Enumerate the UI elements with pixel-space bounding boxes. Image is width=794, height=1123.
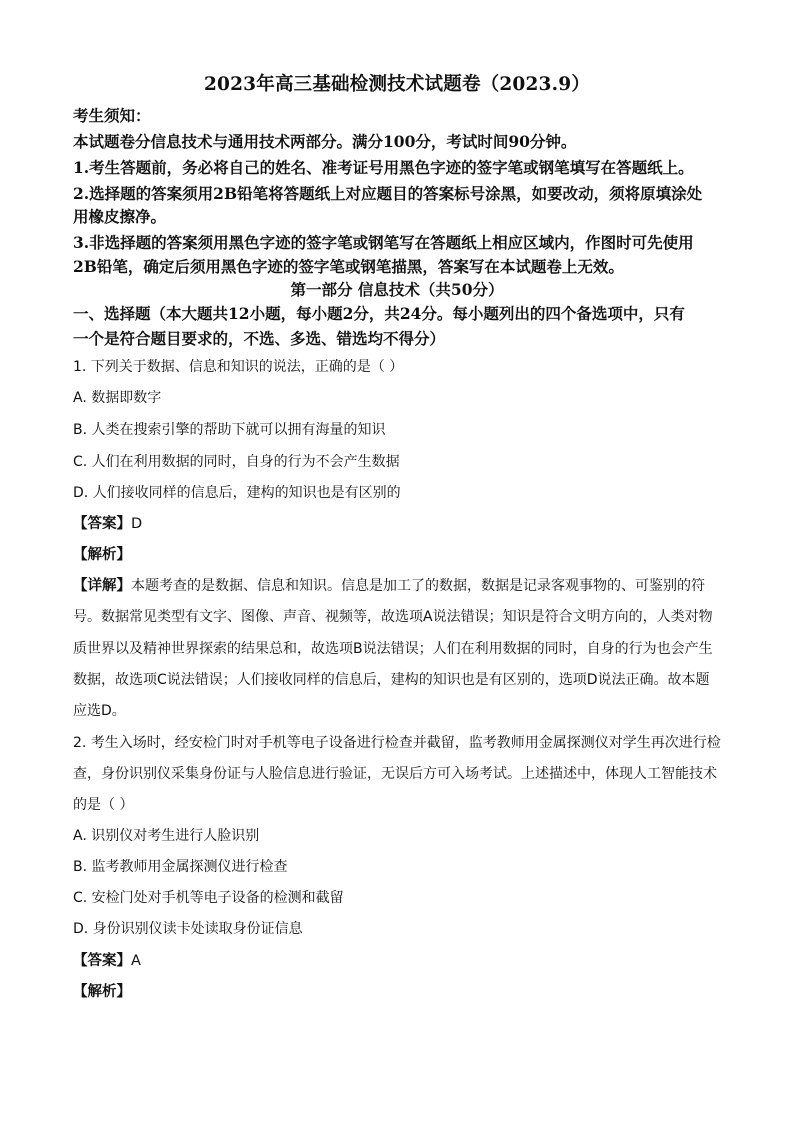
question-2-stem: 2. 考生入场时，经安检门时对手机等电子设备进行检查并截留，监考教师用金属探测仪对学生再次进行检 xyxy=(73,735,721,751)
question-1-option-d: D. 人们接收同样的信息后，建构的知识也是有区别的 xyxy=(73,485,401,501)
question-1-detail-line: 应选D。 xyxy=(73,703,126,719)
question-2-option-c: C. 安检门处对手机等电子设备的检测和截留 xyxy=(73,890,344,906)
question-2-option-d: D. 身份识别仪读卡处读取身份证信息 xyxy=(73,921,303,937)
answer-value: D xyxy=(131,516,143,532)
question-1-detail-line: 质世界以及精神世界探索的结果总和，故选项B说法错误；人们在利用数据的同时，自身的行为也会产生 xyxy=(73,641,713,657)
notice-line: 2B铅笔，确定后须用黑色字迹的签字笔或钢笔描黑，答案写在本试题卷上无效。 xyxy=(73,257,624,276)
exam-title: 2023年高三基础检测技术试题卷（2023.9） xyxy=(203,74,591,95)
question-1-option-b: B. 人类在搜索引擎的帮助下就可以拥有海量的知识 xyxy=(73,422,386,438)
section-heading: 一个是符合题目要求的，不选、多选、错选均不得分） xyxy=(73,329,446,348)
answer-tag: 【答案】 xyxy=(73,516,131,532)
question-1-detail xyxy=(73,574,722,595)
question-2-analysis-tag: 【解析】 xyxy=(73,984,131,1000)
question-2-answer xyxy=(73,949,722,970)
question-1-detail-line: 数据，故选项C说法错误；人们接收同样的信息后，建构的知识也是有区别的，选项D说法正确。故本题 xyxy=(73,672,710,688)
question-2-stem: 的是（ ） xyxy=(73,797,134,813)
question-1-option-c: C. 人们在利用数据的同时，自身的行为不会产生数据 xyxy=(73,454,400,470)
question-2-option-a: A. 识别仪对考生进行人脸识别 xyxy=(73,828,260,844)
section-heading: 一、选择题（本大题共12小题，每小题2分，共24分。每小题列出的四个备选项中，只有 xyxy=(73,304,685,323)
question-2-stem: 查，身份识别仪采集身份证与人脸信息进行验证，无误后方可入场考试。上述描述中，体现人工智能技术 xyxy=(73,766,717,782)
question-1-detail-line: 号。数据常见类型有文字、图像、声音、视频等，故选项A说法错误；知识是符合文明方向的，人类对物 xyxy=(73,609,713,625)
question-1-option-a: A. 数据即数字 xyxy=(73,390,162,406)
question-1-stem: 1. 下列关于数据、信息和知识的说法，正确的是（ ） xyxy=(73,359,404,375)
question-1-answer xyxy=(73,512,722,533)
notice-line: 3.非选择题的答案须用黑色字迹的签字笔或钢笔写在答题纸上相应区域内，作图时可先使用 xyxy=(73,233,694,252)
answer-value: A xyxy=(131,953,141,969)
notice-line: 2.选择题的答案须用2B铅笔将答题纸上对应题目的答案标号涂黑，如要改动，须将原填涂处 xyxy=(73,184,703,203)
part-heading: 第一部分 信息技术（共50分） xyxy=(290,280,504,299)
detail-tag: 【详解】 xyxy=(73,578,131,594)
notice-line: 用橡皮擦净。 xyxy=(73,207,167,226)
notice-heading: 考生须知： xyxy=(73,106,151,125)
notice-line: 1.考生答题前，务必将自己的姓名、准考证号用黑色字迹的签字笔或钢笔填写在答题纸上。 xyxy=(73,158,694,177)
answer-tag: 【答案】 xyxy=(73,953,131,969)
question-1-analysis-tag: 【解析】 xyxy=(73,547,131,563)
question-2-option-b: B. 监考教师用金属探测仪进行检查 xyxy=(73,859,288,875)
notice-line: 本试题卷分信息技术与通用技术两部分。满分100分，考试时间90分钟。 xyxy=(73,132,577,151)
detail-text: 本题考查的是数据、信息和知识。信息是加工了的数据，数据是记录客观事物的、可鉴别的符 xyxy=(131,578,705,594)
